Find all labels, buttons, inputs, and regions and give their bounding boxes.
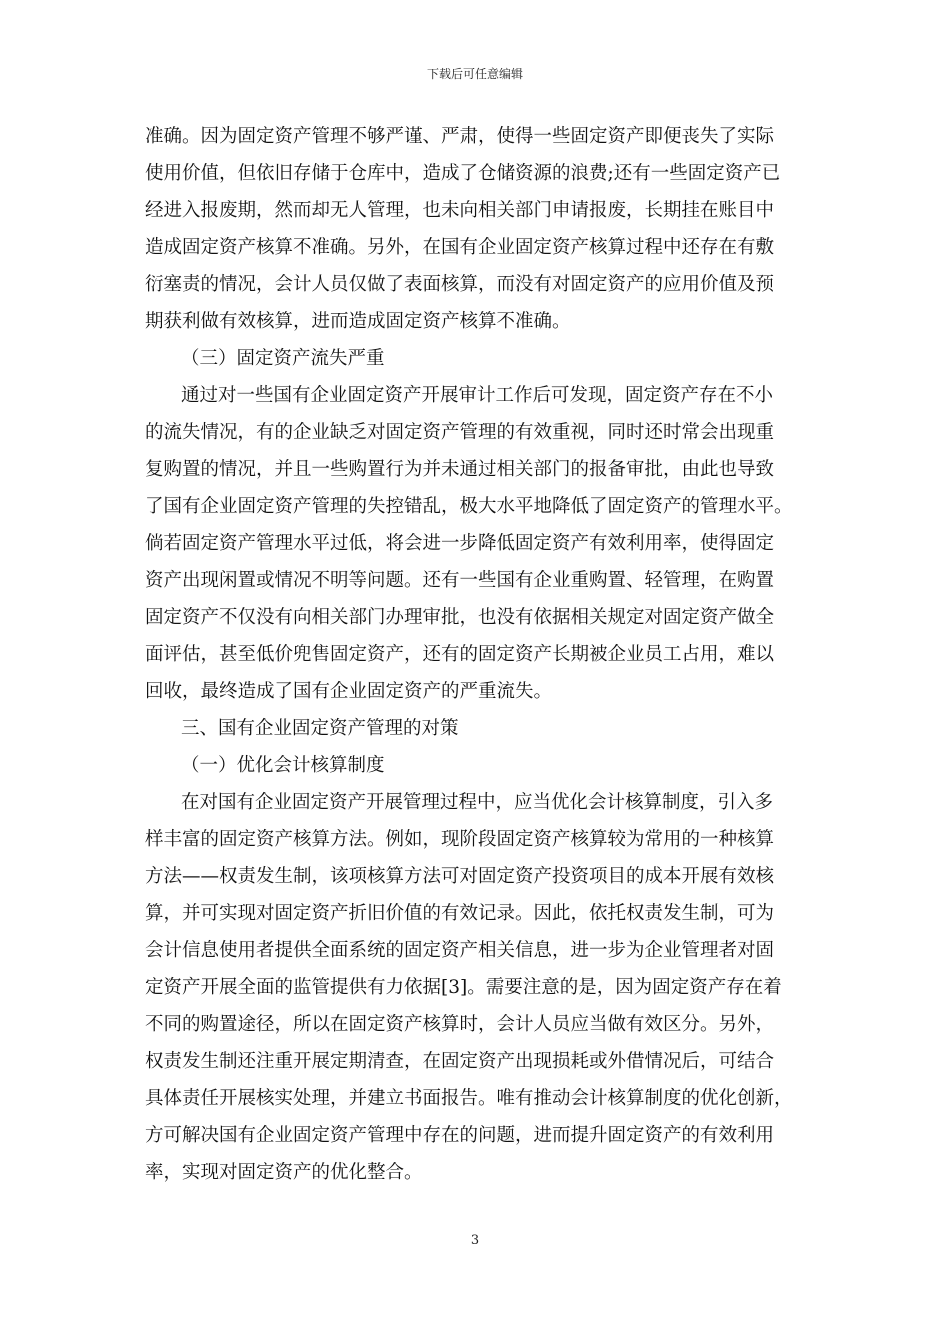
paragraph-first-line: 通过对一些国有企业固定资产开展审计工作后可发现，固定资产存在不小 <box>181 385 774 406</box>
page-header: 下载后可任意编辑 <box>426 67 523 81</box>
body-line: 定资产开展全面的监管提供有力依据[3]。需要注意的是，因为固定资产存在着 <box>145 977 782 998</box>
body-line: 了国有企业固定资产管理的失控错乱，极大水平地降低了固定资产的管理水平。 <box>145 496 793 517</box>
body-line: 资产出现闲置或情况不明等问题。还有一些国有企业重购置、轻管理，在购置 <box>145 570 775 591</box>
body-line: 不同的购置途径，所以在固定资产核算时，会计人员应当做有效区分。另外， <box>145 1014 775 1035</box>
body-line: 固定资产不仅没有向相关部门办理审批，也没有依据相关规定对固定资产做全 <box>145 607 775 628</box>
body-line: 使用价值，但依旧存储于仓库中，造成了仓储资源的浪费;还有一些固定资产已 <box>145 163 781 184</box>
body-line: 方可解决国有企业固定资产管理中存在的问题，进而提升固定资产的有效利用 <box>145 1125 775 1146</box>
body-line: 期获利做有效核算，进而造成固定资产核算不准确。 <box>145 311 571 332</box>
body-line: 造成固定资产核算不准确。另外，在国有企业固定资产核算过程中还存在有敷 <box>145 237 775 258</box>
body-line: 的流失情况，有的企业缺乏对固定资产管理的有效重视，同时还时常会出现重 <box>145 422 775 443</box>
page-number: 3 <box>470 1233 480 1248</box>
section-heading: （三）固定资产流失严重 <box>181 348 385 369</box>
body-line: 方法——权责发生制，该项核算方法可对固定资产投资项目的成本开展有效核 <box>145 866 775 887</box>
document-body <box>145 118 805 1191</box>
body-line: 样丰富的固定资产核算方法。例如，现阶段固定资产核算较为常用的一种核算 <box>145 829 775 850</box>
body-line: 回收，最终造成了国有企业固定资产的严重流失。 <box>145 681 553 702</box>
body-line: 复购置的情况，并且一些购置行为并未通过相关部门的报备审批，由此也导致 <box>145 459 775 480</box>
body-line: 衍塞责的情况，会计人员仅做了表面核算，而没有对固定资产的应用价值及预 <box>145 274 775 295</box>
paragraph-first-line: 在对国有企业固定资产开展管理过程中，应当优化会计核算制度，引入多 <box>181 792 774 813</box>
body-line: 具体责任开展核实处理，并建立书面报告。唯有推动会计核算制度的优化创新， <box>145 1088 793 1109</box>
body-line: 权责发生制还注重开展定期清查，在固定资产出现损耗或外借情况后，可结合 <box>145 1051 775 1072</box>
body-line: 会计信息使用者提供全面系统的固定资产相关信息，进一步为企业管理者对固 <box>145 940 775 961</box>
body-line: 经进入报废期，然而却无人管理，也未向相关部门申请报废，长期挂在账目中 <box>145 200 775 221</box>
subsection-heading: （一）优化会计核算制度 <box>181 755 385 776</box>
body-line: 准确。因为固定资产管理不够严谨、严肃，使得一些固定资产即便丧失了实际 <box>145 126 775 147</box>
body-line: 面评估，甚至低价兜售固定资产，还有的固定资产长期被企业员工占用，难以 <box>145 644 775 665</box>
body-line: 倘若固定资产管理水平过低，将会进一步降低固定资产有效利用率，使得固定 <box>145 533 775 554</box>
body-line: 算，并可实现对固定资产折旧价值的有效记录。因此，依托权责发生制，可为 <box>145 903 775 924</box>
body-line: 率，实现对固定资产的优化整合。 <box>145 1162 423 1183</box>
section-heading: 三、国有企业固定资产管理的对策 <box>181 718 459 739</box>
